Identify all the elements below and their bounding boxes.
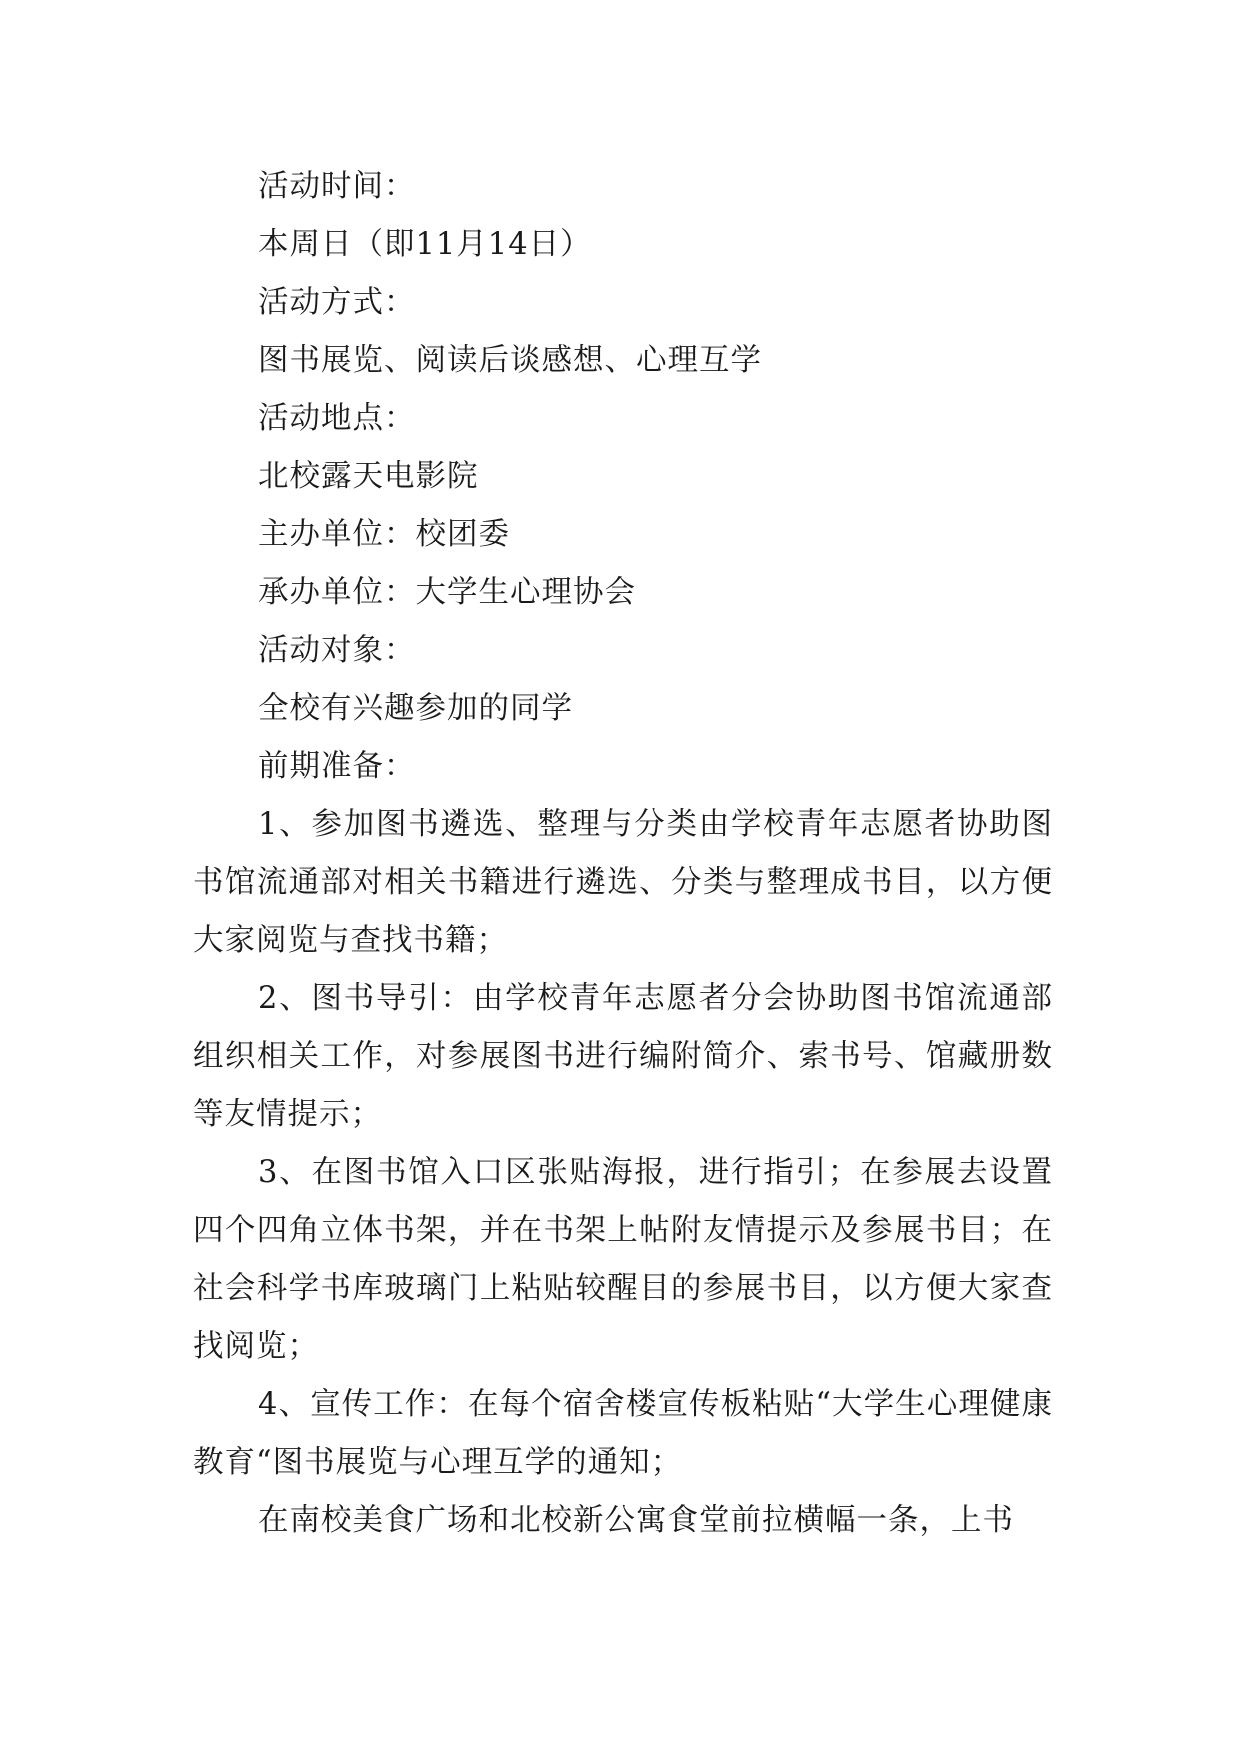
activity-target-label: 活动对象： bbox=[258, 633, 416, 668]
preparation-item-3: 3、在图书馆入口区张贴海报，进行指引；在参展去设置四个四角立体书架，并在书架上帖附友情提示及参展书目；在社会科学书库玻璃门上粘贴较醒目的参展书目，以方便大家查找阅览； bbox=[193, 1155, 1053, 1364]
activity-time-label: 活动时间： bbox=[258, 169, 416, 204]
activity-location-value: 北校露天电影院 bbox=[258, 459, 479, 494]
organizer-line: 主办单位：校团委 bbox=[258, 517, 510, 552]
banner-paragraph: 在南校美食广场和北校新公寓食堂前拉横幅一条，上书 bbox=[258, 1503, 1014, 1538]
preparation-item-2: 2、图书导引：由学校青年志愿者分会协助图书馆流通部组织相关工作，对参展图书进行编附简介、索书号、馆藏册数等友情提示； bbox=[193, 981, 1053, 1132]
co-organizer-line: 承办单位：大学生心理协会 bbox=[258, 575, 636, 610]
preparation-item-4: 4、宣传工作：在每个宿舍楼宣传板粘贴“大学生心理健康教育“图书展览与心理互学的通知； bbox=[193, 1387, 1053, 1480]
preparation-item-1: 1、参加图书遴选、整理与分类由学校青年志愿者协助图书馆流通部对相关书籍进行遴选、分类与整理成书目，以方便大家阅览与查找书籍； bbox=[193, 807, 1053, 958]
document-page bbox=[193, 158, 1053, 1550]
activity-location-label: 活动地点： bbox=[258, 401, 416, 436]
activity-target-value: 全校有兴趣参加的同学 bbox=[258, 691, 573, 726]
activity-time-value: 本周日（即11月14日） bbox=[258, 227, 592, 262]
activity-method-label: 活动方式： bbox=[258, 285, 416, 320]
preparation-label: 前期准备： bbox=[258, 749, 416, 784]
activity-method-value: 图书展览、阅读后谈感想、心理互学 bbox=[258, 343, 762, 378]
